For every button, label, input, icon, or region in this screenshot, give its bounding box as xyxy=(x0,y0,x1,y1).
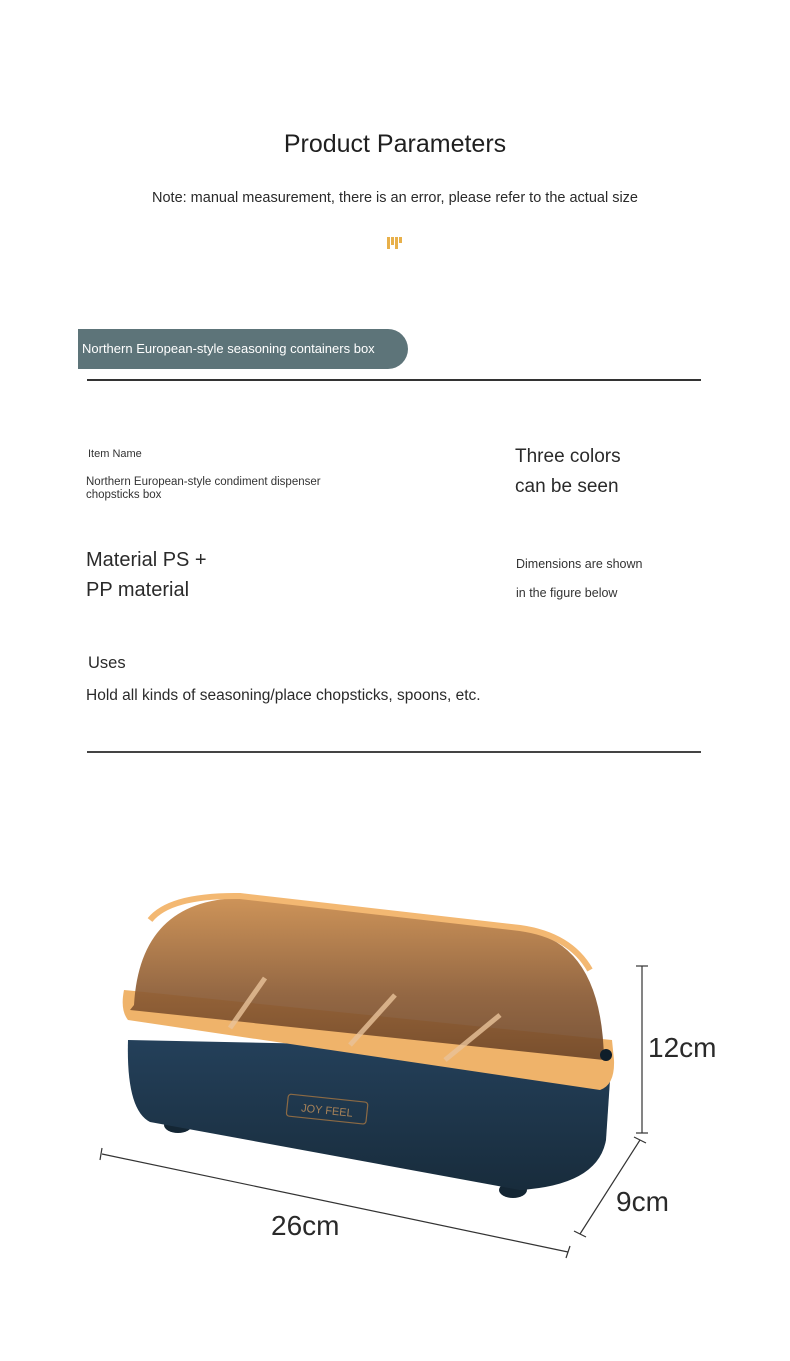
item-name-value: Northern European-style condiment dispenser chopsticks box xyxy=(86,476,321,501)
pill-label: Northern European-style seasoning containers box xyxy=(82,341,375,356)
measurement-note: Note: manual measurement, there is an error, please refer to the actual size xyxy=(152,190,638,206)
uses-label: Uses xyxy=(88,654,126,672)
bottom-divider xyxy=(87,751,701,753)
dims-line-1: Dimensions are shown xyxy=(516,557,643,571)
material-info xyxy=(86,545,256,605)
colors-info xyxy=(515,442,675,502)
product-section-pill xyxy=(78,329,408,369)
colors-line-2: can be seen xyxy=(515,476,619,497)
material-line-1: Material PS + xyxy=(86,549,207,571)
dimensions-info xyxy=(516,550,676,608)
brand-mark-icon xyxy=(385,235,405,251)
height-label: 12cm xyxy=(648,1032,717,1063)
item-name-label: Item Name xyxy=(88,448,142,460)
side-knob xyxy=(600,1049,612,1061)
depth-label: 9cm xyxy=(616,1186,669,1217)
colors-line-1: Three colors xyxy=(515,446,621,467)
dims-line-2: in the figure below xyxy=(516,586,618,600)
top-divider xyxy=(87,379,701,381)
uses-value: Hold all kinds of seasoning/place chopsticks, spoons, etc. xyxy=(86,687,481,704)
material-line-2: PP material xyxy=(86,579,190,601)
page-title: Product Parameters xyxy=(283,130,507,158)
width-label: 26cm xyxy=(271,1210,340,1241)
brand-text: JOY FEEL xyxy=(300,1102,354,1120)
height-dimension xyxy=(636,966,648,1133)
product-illustration xyxy=(0,860,790,1280)
